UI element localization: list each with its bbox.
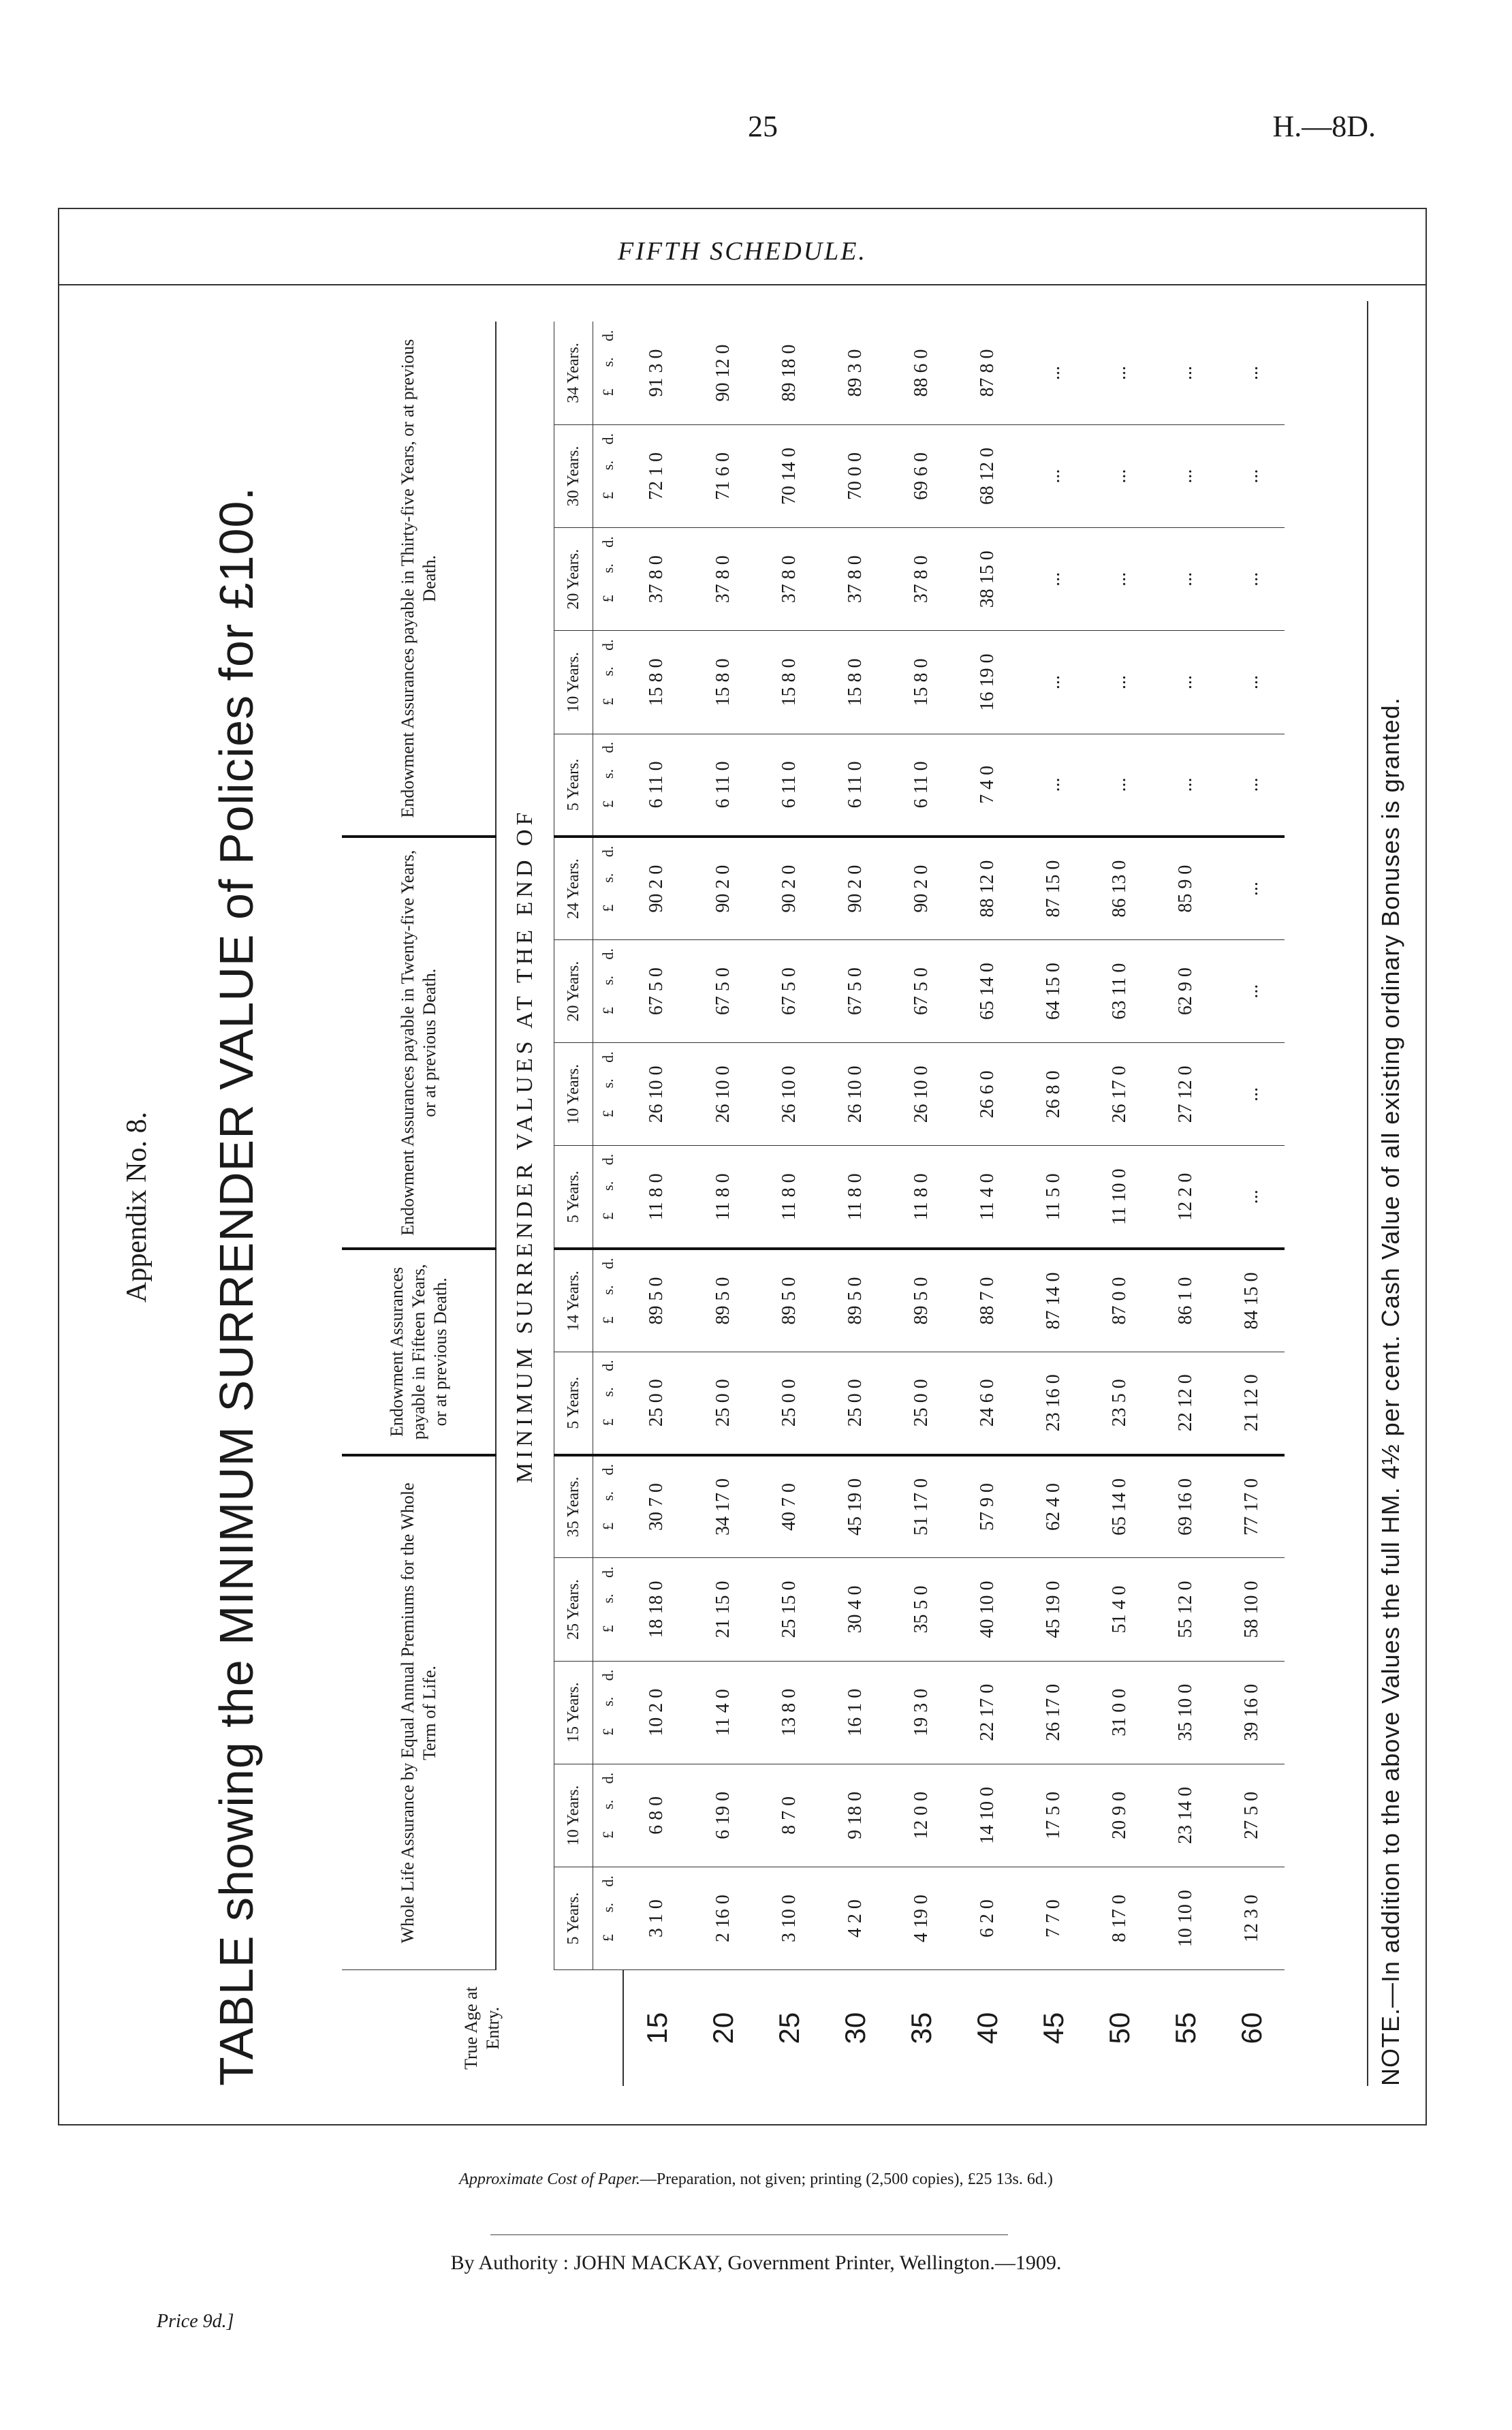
unit-label: s. [599,666,616,676]
surrender-value-cell: 11 8 0 [690,1146,756,1249]
unit-label: £ [599,1625,616,1633]
surrender-value-cell: ... [1020,424,1086,527]
surrender-value-cell: 14 10 0 [954,1764,1020,1867]
table-row [1086,322,1152,2086]
entry-age: 50 [1103,2012,1135,2044]
surrender-value-cell: ... [1152,424,1218,527]
unit-label: s. [599,976,616,986]
surrender-value-cell: 6 19 0 [690,1764,756,1867]
surrender-value-cell: ... [1218,837,1285,939]
unit-label: £ [599,1212,616,1220]
surrender-value-cell: 64 15 0 [1020,940,1086,1043]
surrender-value-cell: 3 1 0 [623,1867,690,1970]
surrender-value-cell: 27 12 0 [1152,1043,1218,1146]
surrender-value-cell: 25 0 0 [822,1352,888,1454]
year-header: 5 Years. [554,1146,593,1249]
surrender-value-cell: ... [1218,1146,1285,1249]
surrender-value-cell: 86 13 0 [1086,837,1152,939]
surrender-value-cell: 2 16 0 [690,1867,756,1970]
unit-header [593,1043,624,1146]
surrender-value-cell: 88 7 0 [954,1249,1020,1352]
unit-label: s. [599,1181,616,1191]
surrender-value-cell: 6 11 0 [822,734,888,837]
surrender-value-cell: 65 14 0 [954,940,1020,1043]
page-number: 25 [748,110,778,143]
surrender-value-cell: 38 15 0 [954,528,1020,631]
surrender-value-cell: 12 2 0 [1152,1146,1218,1249]
schedule-title: FIFTH SCHEDULE. [618,237,867,266]
age-header: True Age at Entry. [342,1970,623,2086]
surrender-table-wrap [342,281,1364,2086]
price-label: Price 9d.] [157,2311,234,2332]
unit-label: s. [599,1078,616,1089]
surrender-value-cell: 90 12 0 [690,322,756,424]
surrender-value-cell: 4 2 0 [822,1867,888,1970]
unit-header [593,837,624,939]
surrender-value-cell: 15 8 0 [756,631,822,734]
surrender-value-cell: 10 10 0 [1152,1867,1218,1970]
surrender-value-cell: ... [1086,631,1152,734]
entry-age: 60 [1235,2012,1267,2044]
appendix-label: Appendix No. 8. [121,1112,153,1303]
surrender-value-cell: 77 17 0 [1218,1455,1285,1558]
surrender-value-cell: 72 1 0 [623,424,690,527]
surrender-value-cell: 26 17 0 [1020,1661,1086,1764]
entry-age: 25 [772,2012,805,2044]
unit-header [593,940,624,1043]
surrender-value-cell: ... [1020,631,1086,734]
cost-text: —Preparation, not given; printing (2,500 copies), £25 13s. 6d.) [640,2170,1053,2188]
surrender-value-cell: 85 9 0 [1152,837,1218,939]
surrender-value-cell: 37 8 0 [623,528,690,631]
unit-label: d. [599,845,616,858]
group-header: Whole Life Assurance by Equal Annual Premiums for the Whole Term of Life. [342,1455,496,1970]
surrender-value-cell: 70 14 0 [756,424,822,527]
surrender-value-cell: 88 6 0 [888,322,954,424]
surrender-value-cell: 70 0 0 [822,424,888,527]
surrender-value-cell: 37 8 0 [888,528,954,631]
surrender-value-cell: 91 3 0 [623,322,690,424]
surrender-value-cell: ... [1086,322,1152,424]
surrender-value-cell: 40 7 0 [756,1455,822,1558]
surrender-value-cell: 9 18 0 [822,1764,888,1867]
entry-age: 30 [838,2012,871,2044]
surrender-value-cell: 26 10 0 [888,1043,954,1146]
unit-label: d. [599,1875,616,1887]
surrender-value-cell: 11 8 0 [756,1146,822,1249]
surrender-value-cell: ... [1020,528,1086,631]
rotated-content [59,287,1428,2127]
unit-header [593,322,624,424]
surrender-value-cell: 51 4 0 [1086,1558,1152,1661]
surrender-value-cell: 71 6 0 [690,424,756,527]
unit-label: £ [599,388,616,396]
surrender-value-cell: 16 19 0 [954,631,1020,734]
surrender-value-cell: ... [1152,631,1218,734]
surrender-value-cell: 35 10 0 [1152,1661,1218,1764]
surrender-value-cell: 23 5 0 [1086,1352,1152,1454]
surrender-value-cell: 18 18 0 [623,1558,690,1661]
surrender-value-cell: ... [1152,322,1218,424]
surrender-value-cell: ... [1218,940,1285,1043]
surrender-value-cell: 87 0 0 [1086,1249,1152,1352]
surrender-value-cell: 27 5 0 [1218,1764,1285,1867]
authority-line: By Authority : JOHN MACKAY, Government Printer, Wellington.—1909. [450,2252,1062,2274]
printer-divider [490,2234,1008,2235]
unit-label: d. [599,948,616,960]
year-header: 35 Years. [554,1455,593,1558]
table-row [1152,322,1218,2086]
surrender-value-cell: ... [1218,734,1285,837]
unit-header [593,631,624,734]
unit-label: s. [599,563,616,574]
surrender-value-cell: 7 4 0 [954,734,1020,837]
table-row [756,322,822,2086]
surrender-value-cell: ... [1086,424,1152,527]
unit-label: £ [599,1007,616,1015]
unit-label: s. [599,1387,616,1397]
surrender-value-cell: ... [1152,734,1218,837]
surrender-value-cell: 25 0 0 [756,1352,822,1454]
surrender-value-cell: 10 2 0 [623,1661,690,1764]
surrender-value-cell: 67 5 0 [756,940,822,1043]
surrender-value-cell: 39 16 0 [1218,1661,1285,1764]
surrender-value-cell: 15 8 0 [822,631,888,734]
unit-header [593,734,624,837]
group-header: Endowment Assurances payable in Fifteen Years, or at previous Death. [342,1249,496,1454]
surrender-value-cell: 11 4 0 [690,1661,756,1764]
table-row [623,322,690,2086]
bonus-note: NOTE.—In addition to the above Values the full HM. 4½ per cent. Cash Value of all existing ordinary Bonuses is granted. [1367,301,1405,2086]
unit-label: £ [599,1831,616,1839]
surrender-value-cell: 21 15 0 [690,1558,756,1661]
unit-label: d. [599,1258,616,1270]
surrender-value-cell: 45 19 0 [1020,1558,1086,1661]
document-code: H.—8D. [1272,110,1376,143]
unit-header [593,1352,624,1454]
unit-label: d. [599,433,616,445]
surrender-value-cell: 23 14 0 [1152,1764,1218,1867]
surrender-value-cell: 26 6 0 [954,1043,1020,1146]
entry-age: 40 [971,2012,1003,2044]
surrender-value-cell: 4 19 0 [888,1867,954,1970]
year-header: 25 Years. [554,1558,593,1661]
unit-label: £ [599,1523,616,1530]
unit-header [593,1249,624,1352]
surrender-value-cell: 25 0 0 [690,1352,756,1454]
year-header: 14 Years. [554,1249,593,1352]
year-header: 34 Years. [554,322,593,424]
surrender-value-cell: ... [1218,1043,1285,1146]
surrender-value-cell: 58 10 0 [1218,1558,1285,1661]
surrender-value-cell: 90 2 0 [690,837,756,939]
surrender-value-cell: 40 10 0 [954,1558,1020,1661]
surrender-value-cell: 22 12 0 [1152,1352,1218,1454]
surrender-value-cell: 24 6 0 [954,1352,1020,1454]
unit-label: d. [599,536,616,548]
surrender-value-cell: 90 2 0 [756,837,822,939]
surrender-value-cell: 62 9 0 [1152,940,1218,1043]
year-header: 5 Years. [554,1352,593,1454]
unit-label: s. [599,768,616,779]
surrender-value-cell: 26 17 0 [1086,1043,1152,1146]
entry-age: 55 [1169,2012,1201,2044]
unit-label: d. [599,1566,616,1578]
surrender-value-cell: 11 8 0 [822,1146,888,1249]
surrender-value-cell: 55 12 0 [1152,1558,1218,1661]
year-header: 30 Years. [554,424,593,527]
surrender-value-cell: 11 5 0 [1020,1146,1086,1249]
unit-label: £ [599,1316,616,1324]
surrender-value-cell: 11 8 0 [623,1146,690,1249]
surrender-value-cell: 25 15 0 [756,1558,822,1661]
unit-label: £ [599,1418,616,1427]
unit-label: £ [599,800,616,808]
surrender-value-cell: 35 5 0 [888,1558,954,1661]
surrender-value-cell: 6 8 0 [623,1764,690,1867]
unit-label: d. [599,741,616,753]
surrender-value-cell: 30 4 0 [822,1558,888,1661]
unit-header [593,1146,624,1249]
surrender-value-cell: 23 16 0 [1020,1352,1086,1454]
unit-label: s. [599,1903,616,1913]
unit-header [593,1661,624,1764]
surrender-value-cell: 63 11 0 [1086,940,1152,1043]
year-header: 10 Years. [554,1043,593,1146]
surrender-value-cell: 37 8 0 [822,528,888,631]
surrender-value-cell: 90 2 0 [623,837,690,939]
unit-label: £ [599,1110,616,1118]
entry-age: 45 [1037,2012,1069,2044]
unit-label: d. [599,1464,616,1476]
surrender-value-cell: 62 4 0 [1020,1455,1086,1558]
surrender-value-cell: 89 5 0 [888,1249,954,1352]
group-header: Endowment Assurances payable in Twenty-five Years, or at previous Death. [342,837,496,1249]
surrender-value-cell: 89 5 0 [822,1249,888,1352]
surrender-value-cell: 26 10 0 [756,1043,822,1146]
surrender-value-cell: 57 9 0 [954,1455,1020,1558]
table-row [954,322,1020,2086]
unit-header [593,1867,624,1970]
surrender-value-cell: 30 7 0 [623,1455,690,1558]
surrender-value-cell: 87 15 0 [1020,837,1086,939]
surrender-value-cell: 15 8 0 [690,631,756,734]
table-row [822,322,888,2086]
surrender-value-cell: 45 19 0 [822,1455,888,1558]
unit-header [593,528,624,631]
unit-label: £ [599,595,616,603]
surrender-value-cell: 20 9 0 [1086,1764,1152,1867]
table-title: TABLE showing the MINIMUM SURRENDER VALUE of Policies for £100. [210,486,263,2086]
surrender-value-table [342,322,1285,2086]
unit-label: £ [599,698,616,706]
unit-label: d. [599,1360,616,1371]
surrender-value-cell: 67 5 0 [690,940,756,1043]
surrender-value-cell: 6 11 0 [888,734,954,837]
surrender-value-cell: 11 4 0 [954,1146,1020,1249]
unit-header [593,424,624,527]
surrender-value-cell: 6 11 0 [623,734,690,837]
surrender-value-cell: 8 7 0 [756,1764,822,1867]
surrender-value-cell: 25 0 0 [623,1352,690,1454]
surrender-value-cell: ... [1020,322,1086,424]
surrender-value-cell: 17 5 0 [1020,1764,1086,1867]
table-row [1218,322,1285,2086]
cost-label: Approximate Cost of Paper. [459,2170,640,2188]
surrender-value-cell: 89 3 0 [822,322,888,424]
surrender-value-cell: 26 10 0 [822,1043,888,1146]
table-row [690,322,756,2086]
surrender-value-cell: 88 12 0 [954,837,1020,939]
surrender-value-cell: ... [1218,528,1285,631]
surrender-value-cell: 89 5 0 [756,1249,822,1352]
surrender-value-cell: 8 17 0 [1086,1867,1152,1970]
unit-label: d. [599,330,616,341]
surrender-value-cell: ... [1218,322,1285,424]
surrender-value-cell: 84 15 0 [1218,1249,1285,1352]
unit-label: £ [599,1728,616,1736]
entry-age: 15 [640,2012,673,2044]
surrender-value-cell: 15 8 0 [623,631,690,734]
year-header: 5 Years. [554,734,593,837]
values-banner: MINIMUM SURRENDER VALUES AT THE END OF [496,322,554,1970]
surrender-value-cell: 13 8 0 [756,1661,822,1764]
surrender-value-cell: 67 5 0 [623,940,690,1043]
unit-header [593,1558,624,1661]
unit-label: d. [599,1153,616,1166]
entry-age: 35 [904,2012,937,2044]
surrender-value-cell: 31 0 0 [1086,1661,1152,1764]
surrender-value-cell: 21 12 0 [1218,1352,1285,1454]
surrender-value-cell: 34 17 0 [690,1455,756,1558]
unit-label: s. [599,1799,616,1809]
table-row [1020,322,1086,2086]
surrender-value-cell: 26 10 0 [690,1043,756,1146]
surrender-value-cell: 25 0 0 [888,1352,954,1454]
surrender-value-cell: ... [1218,631,1285,734]
surrender-value-cell: 68 12 0 [954,424,1020,527]
unit-label: d. [599,1051,616,1063]
surrender-value-cell: 12 0 0 [888,1764,954,1867]
unit-label: s. [599,1696,616,1707]
unit-header [593,1455,624,1558]
unit-label: s. [599,1491,616,1501]
paper-cost-line [0,2170,1512,2189]
surrender-value-cell: 37 8 0 [756,528,822,631]
surrender-value-cell: 67 5 0 [888,940,954,1043]
surrender-value-cell: ... [1086,734,1152,837]
surrender-value-cell: 3 10 0 [756,1867,822,1970]
surrender-value-cell: 37 8 0 [690,528,756,631]
surrender-value-cell: 90 2 0 [822,837,888,939]
year-header: 24 Years. [554,837,593,939]
surrender-value-cell: 15 8 0 [888,631,954,734]
unit-label: d. [599,1669,616,1681]
group-header: Endowment Assurances payable in Thirty-five Years, or at previous Death. [342,322,496,837]
unit-label: d. [599,1772,616,1784]
surrender-value-cell: 26 8 0 [1020,1043,1086,1146]
surrender-value-cell: ... [1152,528,1218,631]
surrender-value-cell: 89 5 0 [623,1249,690,1352]
schedule-frame [58,208,1427,2125]
surrender-value-cell: ... [1086,528,1152,631]
surrender-value-cell: 67 5 0 [822,940,888,1043]
unit-label: £ [599,492,616,499]
unit-label: s. [599,873,616,883]
year-header: 10 Years. [554,631,593,734]
surrender-value-cell: 6 11 0 [756,734,822,837]
surrender-value-cell: 6 2 0 [954,1867,1020,1970]
surrender-value-cell: 90 2 0 [888,837,954,939]
unit-label: d. [599,639,616,651]
year-header: 20 Years. [554,528,593,631]
surrender-value-cell: 89 18 0 [756,322,822,424]
year-header: 15 Years. [554,1661,593,1764]
surrender-value-cell: 69 16 0 [1152,1455,1218,1558]
surrender-value-cell: 19 3 0 [888,1661,954,1764]
unit-label: s. [599,1593,616,1604]
surrender-value-cell: 69 6 0 [888,424,954,527]
surrender-value-cell: ... [1218,424,1285,527]
unit-label: s. [599,461,616,471]
table-row [888,322,954,2086]
unit-label: £ [599,904,616,912]
surrender-value-cell: 26 10 0 [623,1043,690,1146]
surrender-value-cell: 22 17 0 [954,1661,1020,1764]
entry-age: 20 [706,2012,739,2044]
surrender-value-cell: 87 8 0 [954,322,1020,424]
surrender-value-cell: 89 5 0 [690,1249,756,1352]
unit-label: £ [599,1934,616,1942]
surrender-value-cell: 12 3 0 [1218,1867,1285,1970]
surrender-value-cell: 65 14 0 [1086,1455,1152,1558]
surrender-value-cell: 16 1 0 [822,1661,888,1764]
unit-header [593,1764,624,1867]
surrender-value-cell: 51 17 0 [888,1455,954,1558]
surrender-value-cell: 87 14 0 [1020,1249,1086,1352]
surrender-value-cell: 7 7 0 [1020,1867,1086,1970]
surrender-value-cell: ... [1020,734,1086,837]
year-header: 10 Years. [554,1764,593,1867]
surrender-value-cell: 11 10 0 [1086,1146,1152,1249]
surrender-value-cell: 11 8 0 [888,1146,954,1249]
unit-label: s. [599,357,616,367]
surrender-value-cell: 6 11 0 [690,734,756,837]
year-header: 5 Years. [554,1867,593,1970]
surrender-value-cell: 86 1 0 [1152,1249,1218,1352]
unit-label: s. [599,1285,616,1295]
year-header: 20 Years. [554,940,593,1043]
